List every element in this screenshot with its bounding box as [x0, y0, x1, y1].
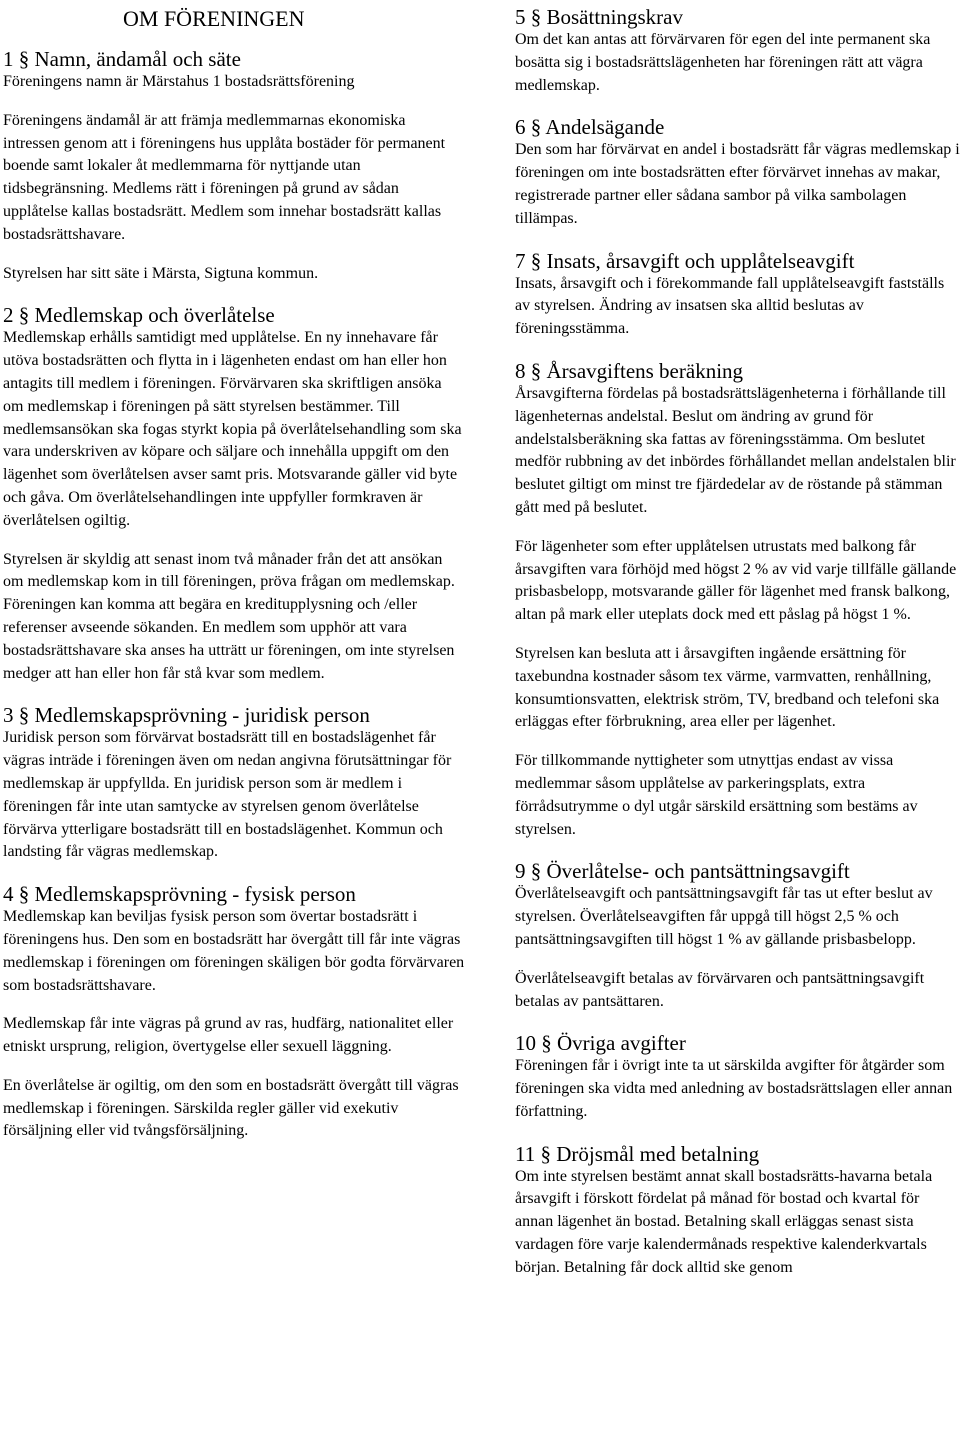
section-heading: 11 § Dröjsmål med betalning — [515, 1141, 760, 1166]
document-title: OM FÖRENINGEN — [123, 6, 305, 31]
section-heading: 8 § Årsavgiftens beräkning — [515, 358, 744, 383]
section-4 — [3, 882, 465, 1143]
section-heading: 7 § Insats, årsavgift och upplåtelseavgift — [515, 248, 855, 273]
section-paragraph: En överlåtelse är ogiltig, om den som en bostadsrätt övergått till vägras medlemskap i föreningen. Särskilda regler gäller vid exekutiv försäljning eller vid tvångsförsäljning. — [3, 1076, 459, 1140]
section-paragraph: Styrelsen är skyldig att senast inom två månader från det att ansökan om medlemskap kom in till föreningen, pröva frågan om medlemskap. Föreningen kan komma att begära en kreditupplysning och /eller referenser avseende sökanden. En medlem som upphör att vara bostadsrättshavare ska anses ha utträtt ur föreningen, om inte styrelsen medger att han eller hon får stå kvar som medlem. — [3, 550, 455, 682]
section-heading: 3 § Medlemskapsprövning - juridisk person — [3, 703, 370, 728]
section-paragraph: Medlemskap erhålls samtidigt med upplåtelse. En ny innehavare får utöva bostadsrätten och flytta in i lägenheten endast om han eller hon antagits till medlem i föreningen. Förvärvaren ska skriftligen ansöka om medlemskap i föreningen på sätt styrelsen bestämmer. Till medlemsansökan ska fogas styrkt kopia på överlåtelsehandling som ska vara underskriven av köpare och säljare och innehålla uppgift om den lägenhet som överlåtelsen avser samt pris. Motsvarande gäller vid byte och gåva. Om överlåtelsehandlingen inte uppfyller formkraven är överlåtelsen ogiltig. — [3, 329, 462, 529]
section-11 — [515, 1142, 960, 1280]
section-3 — [3, 703, 465, 864]
section-paragraph: Årsavgifterna fördelas på bostadsrättslägenheterna i förhållande till lägenheternas andelstal. Beslut om ändring av grund för andelstalsberäkning ska fattas av föreningsstämma. Om beslutet medför rubbning av det inbördes förhållandet mellan andelstalen blir beslutet giltigt om minst tre fjärdedelar av de röstande på stämman gått med på beslutet. — [515, 384, 956, 516]
section-9 — [515, 859, 960, 1013]
section-paragraph: För lägenheter som efter upplåtelsen utrustats med balkong får årsavgiften vara förhöjd med högst 2 % av vid varje tillfälle gällande prisbasbelopp, motsvarande gäller för lägenhet med fransk balkong, altan på mark eller uteplats dock med ett påslag på högst 1 %. — [515, 537, 957, 624]
section-10 — [515, 1031, 960, 1123]
section-paragraph: Föreningen får i övrigt inte ta ut särskilda avgifter för åtgärder som föreningen ska vidta med anledning av bostadsrättslagen eller annan författning. — [515, 1057, 953, 1120]
section-heading: 4 § Medlemskapsprövning - fysisk person — [3, 882, 356, 907]
section-paragraph: Den som har förvärvat en andel i bostadsrätt får vägras medlemskap i föreningen om inte bostadsrätten efter förvärvet innehas av makar, registrerade partner eller sådana sambor på vilka sambolagen tillämpas. — [515, 141, 960, 227]
section-paragraph: Medlemskap kan beviljas fysisk person som övertar bostadsrätt i föreningens hus. Den som en bostadsrätt har övergått till får inte vägras medlemskap i föreningen om föreningen skäligen bör godta förvärvaren som bostadsrättshavare. — [3, 908, 465, 994]
section-paragraph: Juridisk person som förvärvat bostadsrätt till en bostadslägenhet får vägras inträde i föreningen även om nedan angivna förutsättningar för medlemskap är uppfyllda. En juridisk person som är medlem i föreningen får inte utan samtycke av styrelsen genom överlåtelse förvärva ytterligare bostadsrätt till en bostadslägenhet. Kommun och landsting får vägras medlemskap. — [3, 729, 452, 861]
section-7 — [515, 249, 960, 341]
section-paragraph: För tillkommande nyttigheter som utnyttjas endast av vissa medlemmar såsom upplåtelse av parkeringsplats, extra förrådsutrymme o dyl utgår särskild ersättning som bestäms av styrelsen. — [515, 752, 918, 838]
section-paragraph: Styrelsen kan besluta att i årsavgiften ingående ersättning för taxebundna kostnader såsom tex värme, varmvatten, renhållning, konsumtionsvatten, elektrisk ström, TV, bredband och telefoni ska erläggas efter förbrukning, area eller per lägenhet. — [515, 644, 940, 731]
section-8 — [515, 359, 960, 841]
section-1 — [3, 47, 465, 285]
left-column — [3, 0, 465, 1143]
section-heading: 9 § Överlåtelse- och pantsättningsavgift — [515, 859, 850, 884]
section-paragraph: Föreningens ändamål är att främja medlemmarnas ekonomiska intressen genom att i föreningens hus upplåta bostäder för permanent boende samt lokaler åt medlemmarna för nyttjande utan tidsbegränsning. Medlems rätt i föreningen på grund av sådan upplåtelse kallas bostadsrätt. Medlem som innehar bostadsrätt kallas bostadsrättshavare. — [3, 111, 446, 243]
section-paragraph: Styrelsen har sitt säte i Märsta, Sigtuna kommun. — [3, 264, 319, 282]
section-paragraph: Föreningens namn är Märstahus 1 bostadsrättsförening — [3, 73, 355, 90]
section-heading: 2 § Medlemskap och överlåtelse — [3, 303, 275, 328]
right-column — [515, 0, 960, 1280]
section-heading: 10 § Övriga avgifter — [515, 1031, 686, 1056]
section-heading: 5 § Bosättningskrav — [515, 5, 683, 29]
section-2 — [3, 303, 465, 685]
section-paragraph: Medlemskap får inte vägras på grund av ras, hudfärg, nationalitet eller etniskt ursprung, religion, övertygelse eller sexuell läggning. — [3, 1015, 454, 1056]
section-paragraph: Överlåtelseavgift och pantsättningsavgift får tas ut efter beslut av styrelsen. Överlåtelseavgiften får uppgå till högst 2,5 % och pantsättningsavgiften till högst 1 % av gällande prisbasbelopp. — [515, 885, 933, 948]
section-heading: 1 § Namn, ändamål och säte — [3, 47, 241, 71]
section-paragraph: Överlåtelseavgift betalas av förvärvaren och pantsättningsavgift betalas av pantsättaren. — [515, 969, 925, 1010]
section-paragraph: Insats, årsavgift och i förekommande fall upplåtelseavgift fastställs av styrelsen. Ändring av insatsen ska alltid beslutas av föreningsstämma. — [515, 274, 945, 338]
section-paragraph: Om det kan antas att förvärvaren för egen del inte permanent ska bosätta sig i bostadsrättslägenheten har föreningen rätt att vägra medlemskap. — [515, 31, 931, 94]
section-5 — [515, 5, 960, 97]
section-heading: 6 § Andelsägande — [515, 115, 665, 140]
section-6 — [515, 115, 960, 230]
section-paragraph: Om inte styrelsen bestämt annat skall bostadsrätts-havarna betala årsavgift i förskott fördelat på månad för bostad och kvartal för annan lägenhet än bostad. Betalning skall erläggas senast sista vardagen före varje kalendermånads respektive kalenderkvartals början. Betalning får dock alltid ske genom — [515, 1167, 933, 1276]
